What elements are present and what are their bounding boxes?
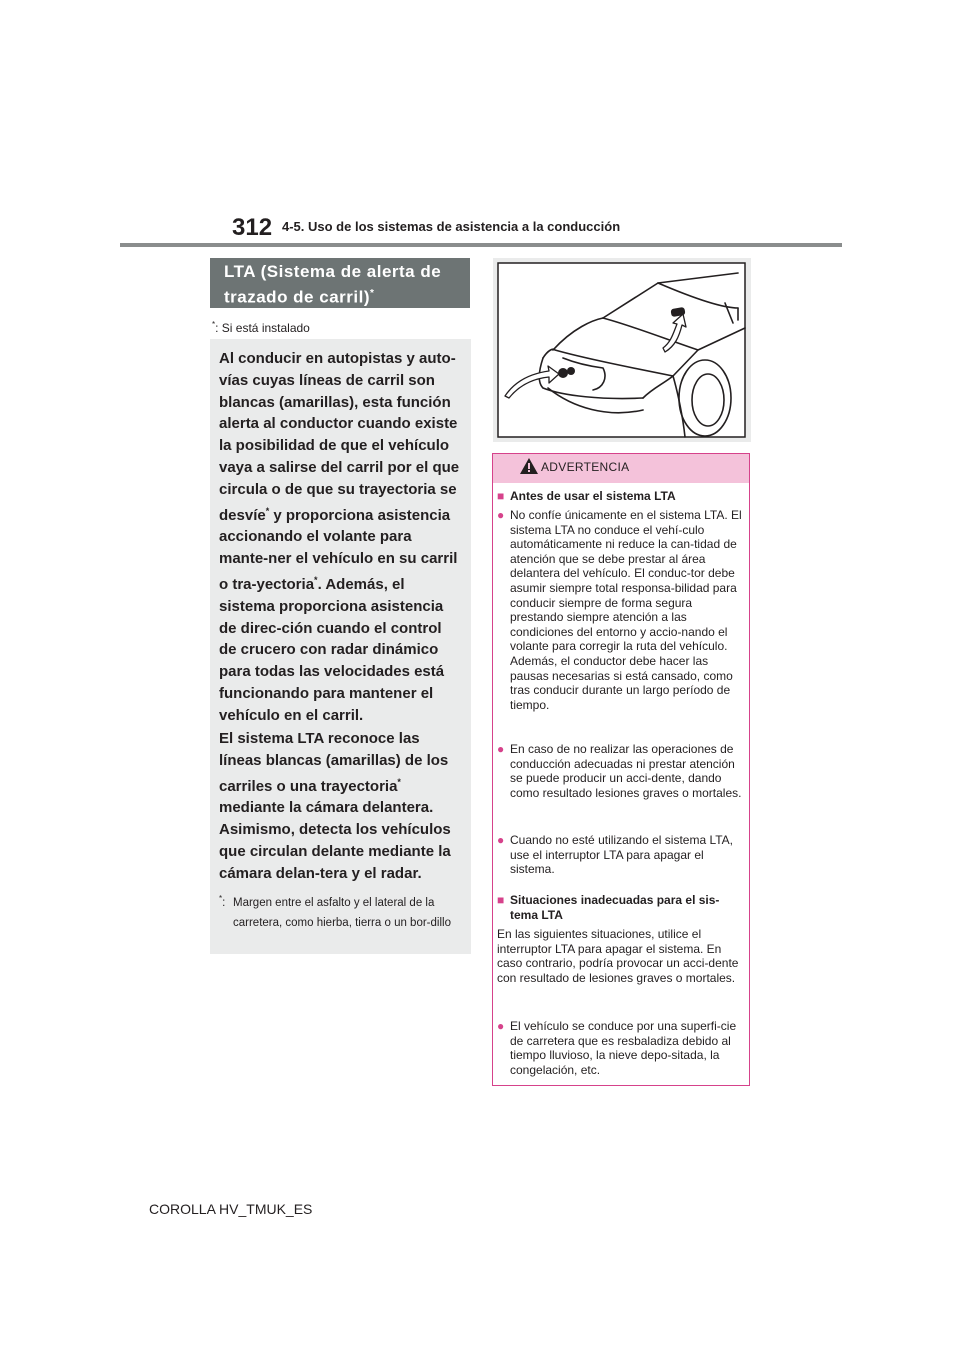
- warning-triangle-icon: [520, 458, 538, 479]
- availability-footnote: [212, 320, 310, 335]
- intro-mark: *: [397, 776, 401, 787]
- car-front-camera-illustration: [493, 258, 751, 442]
- warning-item: [497, 742, 743, 800]
- warning-paragraph: En las siguientes situaciones, utilice el interruptor LTA para apagar el sistema. En caso contrario, podría provocar un acci-dente con resultado de lesiones graves o mortales.: [497, 927, 739, 985]
- footnote-text: : Si está instalado: [215, 321, 310, 335]
- warning-text: En caso de no realizar las operaciones de conducción adecuadas ni prestar atención se puede producir un acci-dente, dando como resultado lesiones graves o mortales.: [510, 742, 742, 800]
- footnote-mark: *: [212, 320, 216, 329]
- warning-item: [497, 1019, 743, 1077]
- heading-line-1: LTA (Sistema de alerta de: [224, 262, 442, 281]
- intro-footnote: [219, 889, 465, 933]
- square-bullet-icon: ■: [497, 489, 505, 503]
- heading-footnote-mark: *: [370, 288, 375, 299]
- warning-heading-unsuitable: [497, 893, 743, 922]
- intro-text-d: El sistema LTA reconoce las líneas blancas (amarillas) de los carriles o una trayectoria: [219, 730, 449, 795]
- intro-text-a: Al conducir en autopistas y auto-vías cuyas líneas de carril son blancas (amarillas), esta función alerta al conductor cuando existe la posibilidad de que el vehículo vaya a salirse del carril por el que circula o de que su trayectoria se desvíe: [219, 350, 460, 524]
- intro-text-e: mediante la cámara delantera. Asimismo, detecta los vehículos que circulan delante mediante la cámara delan-tera y el radar.: [219, 799, 451, 882]
- header-divider: [120, 243, 842, 247]
- warning-text: El vehículo se conduce por una superfi-cie de carretera que es resbaladiza debido al tiempo lluvioso, la nieve depo-sitada, la congelación, etc.: [510, 1019, 737, 1077]
- warning-text: Cuando no esté utilizando el sistema LTA, use el interruptor LTA para apagar el sistema.: [510, 833, 734, 877]
- warning-text: Situaciones inadecuadas para el sis-tema LTA: [510, 893, 720, 922]
- warning-text: No confíe únicamente en el sistema LTA. El sistema LTA no conduce el vehí-culo automáticamente ni reduce la can-tidad de atención que se debe prestar al área delantera del vehículo. El conduc-tor debe asumir siempre total responsa-bilidad para conducir siempre de forma segura prestando siempre atención a las condiciones del entorno y accio-nando el volante para corregir la ruta del vehículo. Además, el conductor debe hacer las pausas necesarias si está cansado, como tras conducir durante un largo período de tiempo.: [510, 508, 742, 712]
- warning-heading-before-use: [497, 489, 743, 504]
- dot-bullet-icon: ●: [497, 833, 505, 847]
- heading-line-2: trazado de carril): [224, 287, 370, 307]
- car-drawing: [493, 258, 751, 442]
- page-number: 312: [232, 214, 273, 241]
- section-title: 4-5. Uso de los sistemas de asistencia a la conducción: [282, 219, 621, 234]
- warning-text: Antes de usar el sistema LTA: [510, 489, 676, 503]
- footer-model-code: COROLLA HV_TMUK_ES: [149, 1201, 313, 1217]
- square-bullet-icon: ■: [497, 893, 505, 907]
- intro-paragraph-1: [219, 348, 463, 727]
- dot-bullet-icon: ●: [497, 508, 505, 522]
- intro-mark: *: [314, 574, 318, 585]
- dot-bullet-icon: ●: [497, 1019, 505, 1033]
- intro-mark: *: [265, 505, 270, 516]
- footnote-colon: :: [222, 896, 226, 909]
- footnote-mark: *: [219, 894, 223, 903]
- dot-bullet-icon: ●: [497, 742, 505, 756]
- warning-item: [497, 508, 743, 712]
- section-heading: [210, 258, 470, 308]
- warning-item: [497, 833, 743, 877]
- intro-text-b: y proporciona asistencia accionando el volante para mante-ner el vehículo en su carril o tra-yectoria: [219, 506, 458, 593]
- intro-text-c: . Además, el sistema proporciona asistencia de direc-ción cuando el control de crucero con radar dinámico para todas las velocidades está funcionando para mantener el vehículo en el carril.: [219, 575, 445, 724]
- warning-title: ADVERTENCIA: [541, 460, 630, 474]
- footnote-text: Margen entre el asfalto y el lateral de la carretera, como hierba, tierra o un bor-dillo: [233, 896, 451, 929]
- intro-paragraph-2: [219, 728, 463, 885]
